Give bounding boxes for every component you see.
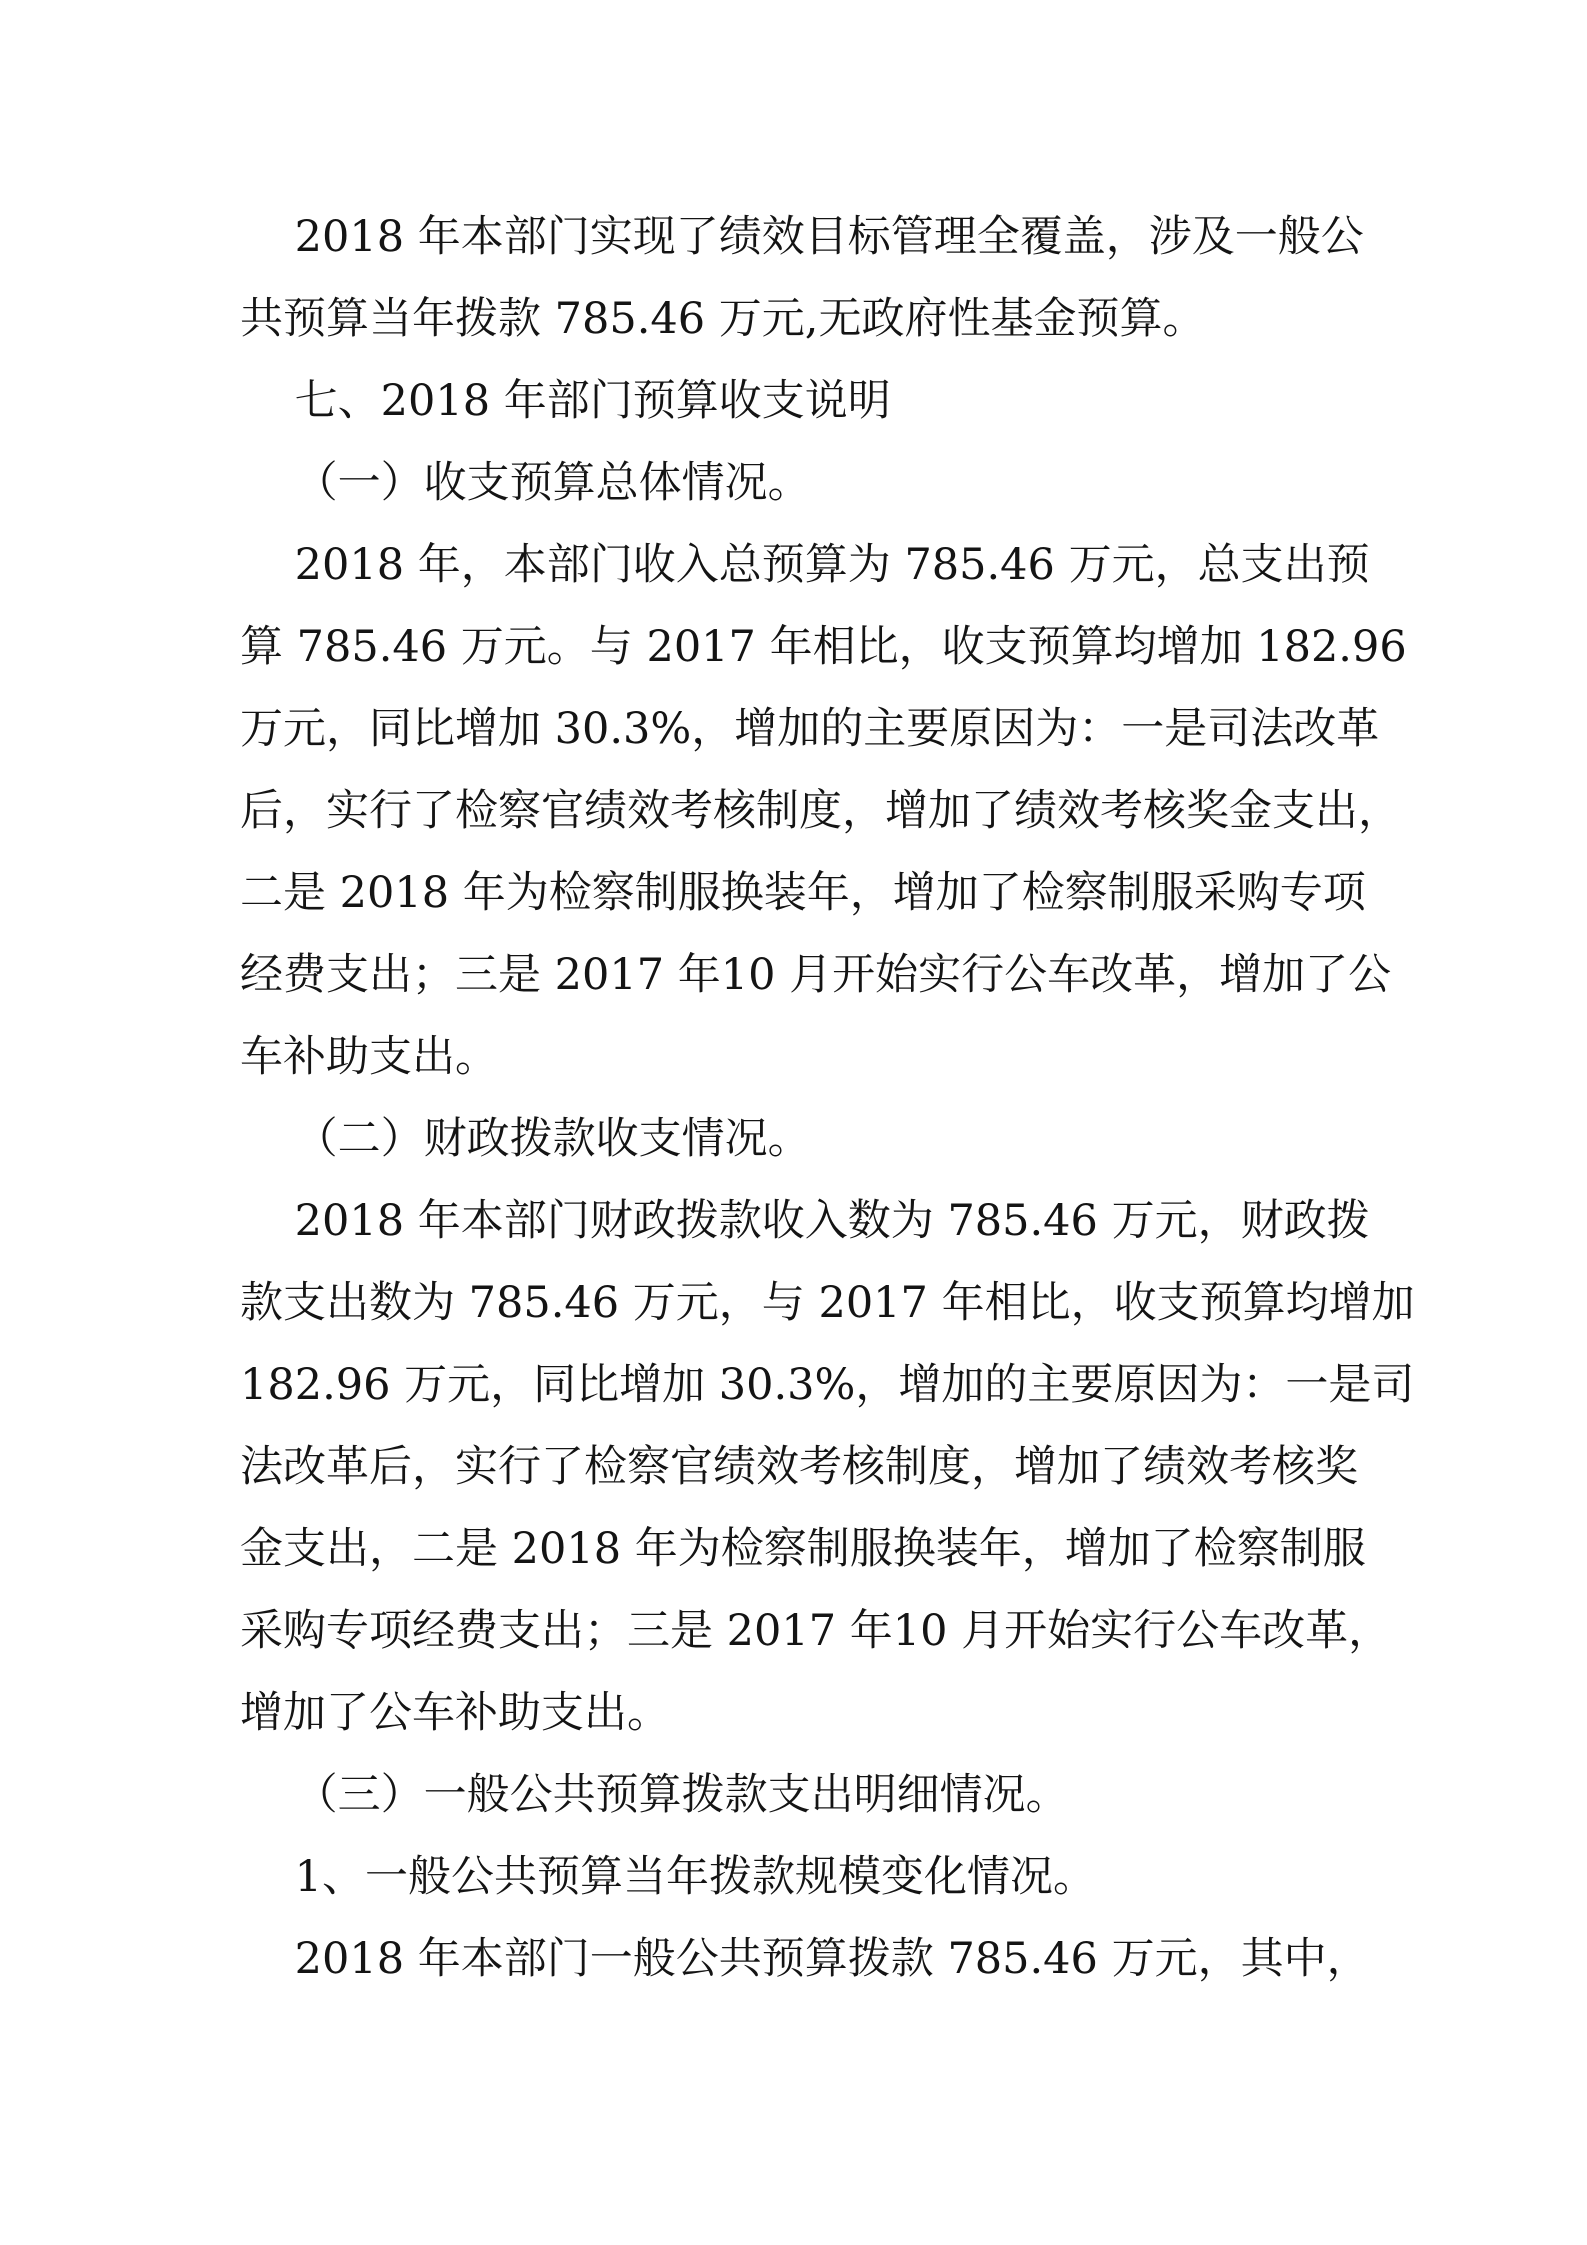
text-line: 金支出，二是 2018 年为检察制服换装年，增加了检察制服 bbox=[240, 1524, 1366, 1574]
text-line: 经费支出；三是 2017 年10 月开始实行公车改革，增加了公 bbox=[240, 950, 1392, 1000]
text-line: 款支出数为 785.46 万元，与 2017 年相比，收支预算均增加 bbox=[240, 1278, 1415, 1328]
section-heading: 七、2018 年部门预算收支说明 bbox=[240, 376, 891, 426]
text-line: 2018 年，本部门收入总预算为 785.46 万元，总支出预 bbox=[240, 540, 1370, 590]
text-line: 采购专项经费支出；三是 2017 年10 月开始实行公车改革， bbox=[240, 1606, 1392, 1656]
list-item-heading: 1、一般公共预算当年拨款规模变化情况。 bbox=[240, 1852, 1097, 1902]
text-line: 算 785.46 万元。与 2017 年相比，收支预算均增加 182.96 bbox=[240, 622, 1407, 672]
document-body bbox=[240, 196, 1415, 2000]
text-line: 后，实行了检察官绩效考核制度，增加了绩效考核奖金支出， bbox=[240, 786, 1401, 836]
text-line: 共预算当年拨款 785.46 万元,无政府性基金预算。 bbox=[240, 294, 1206, 344]
text-line: 增加了公车补助支出。 bbox=[240, 1688, 670, 1738]
subsection-heading: （一）收支预算总体情况。 bbox=[240, 458, 811, 508]
text-line: 二是 2018 年为检察制服换装年，增加了检察制服采购专项 bbox=[240, 868, 1366, 918]
text-line: 法改革后，实行了检察官绩效考核制度，增加了绩效考核奖 bbox=[240, 1442, 1358, 1492]
text-line: 车补助支出。 bbox=[240, 1032, 498, 1082]
text-line: 万元，同比增加 30.3%，增加的主要原因为：一是司法改革 bbox=[240, 704, 1380, 754]
subsection-heading: （三）一般公共预算拨款支出明细情况。 bbox=[240, 1770, 1069, 1820]
subsection-heading: （二）财政拨款收支情况。 bbox=[240, 1114, 811, 1164]
text-line: 2018 年本部门一般公共预算拨款 785.46 万元，其中， bbox=[240, 1934, 1370, 1984]
text-line: 2018 年本部门实现了绩效目标管理全覆盖，涉及一般公 bbox=[240, 212, 1364, 262]
text-line: 2018 年本部门财政拨款收入数为 785.46 万元，财政拨 bbox=[240, 1196, 1370, 1246]
text-line: 182.96 万元，同比增加 30.3%，增加的主要原因为：一是司 bbox=[240, 1360, 1415, 1410]
